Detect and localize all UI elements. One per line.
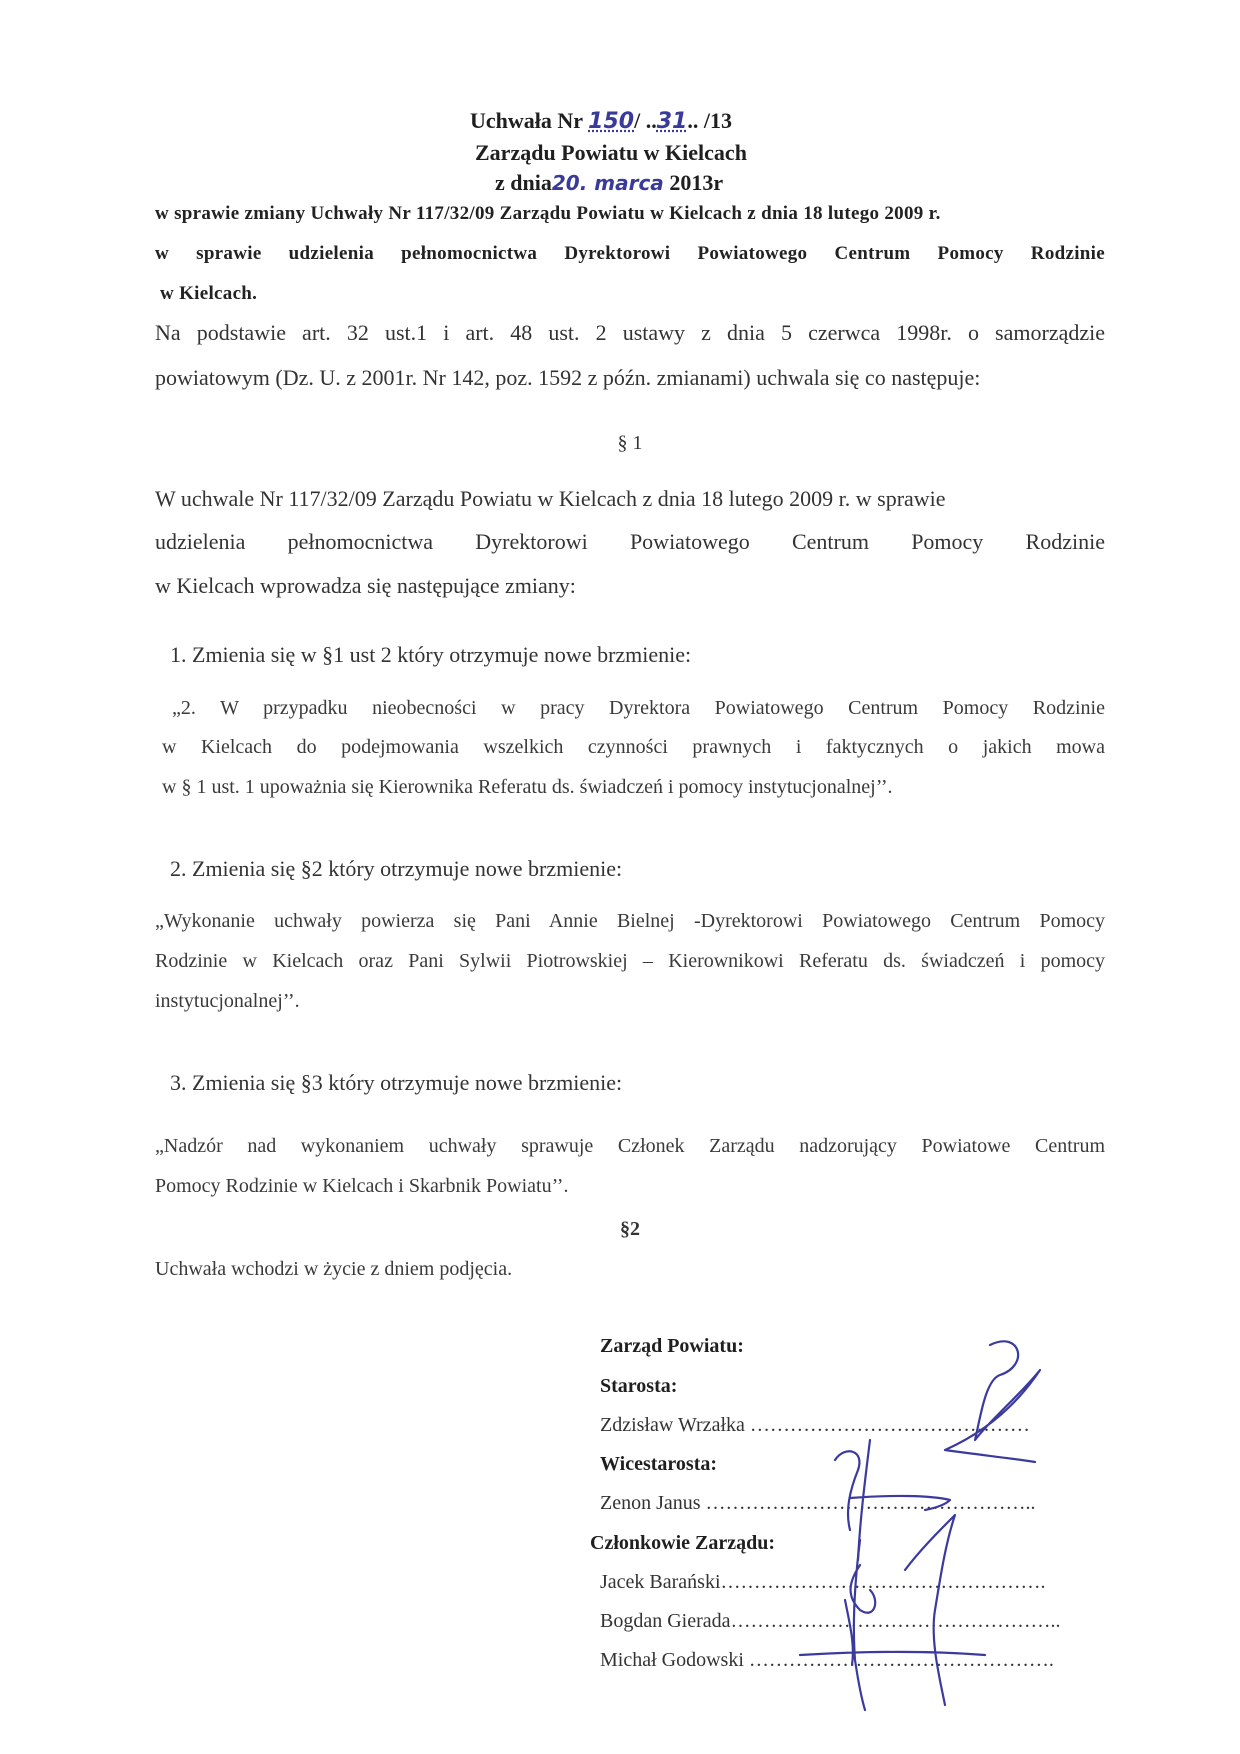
paragraph-1-line-1: W uchwale Nr 117/32/09 Zarządu Powiatu w Kielcach z dnia 18 lutego 2009 r. w sprawie xyxy=(155,486,946,511)
change-item-3: 3. Zmienia się §3 który otrzymuje nowe brzmienie: xyxy=(170,1070,623,1095)
wicestarosta-name: Zenon Janus ………………………………………….. xyxy=(600,1492,1036,1514)
change-2-quote-line-3: instytucjonalnej’’. xyxy=(155,990,300,1012)
handwritten-number: 150 xyxy=(588,109,635,134)
board-title: Zarząd Powiatu: xyxy=(600,1335,744,1357)
change-2-quote-line-2: Rodzinie w Kielcach oraz Pani Sylwii Piotrowskiej – Kierownikowi Referatu ds. świadczeń i pomocy xyxy=(155,950,1105,972)
member-2-name: Bogdan Gierada………………………………………….. xyxy=(600,1610,1061,1632)
paragraph-1-line-2: udzielenia pełnomocnictwa Dyrektorowi Powiatowego Centrum Pomocy Rodzinie xyxy=(155,529,1105,554)
change-2-quote-line-1: „Wykonanie uchwały powierza się Pani Annie Bielnej -Dyrektorowi Powiatowego Centrum Pomocy xyxy=(155,910,1105,932)
date-prefix: z dnia xyxy=(495,170,552,195)
change-1-quote-line-1: „2. W przypadku nieobecności w pracy Dyrektora Powiatowego Centrum Pomocy Rodzinie xyxy=(172,697,1105,719)
change-1-quote-line-2: w Kielcach do podejmowania wszelkich czynności prawnych i faktycznych o jakich mowa xyxy=(162,736,1105,758)
handwritten-session: 31 xyxy=(656,109,688,134)
legal-basis-line-2: powiatowym (Dz. U. z 2001r. Nr 142, poz. 1592 z późn. zmianami) uchwala się co następuje: xyxy=(155,365,981,390)
wicestarosta-title: Wicestarosta: xyxy=(600,1453,718,1475)
paragraph-1-line-3: w Kielcach wprowadza się następujące zmiany: xyxy=(155,573,576,598)
paragraph-2-text: Uchwała wchodzi w życie z dniem podjęcia. xyxy=(155,1258,513,1280)
number-separator: / .. xyxy=(634,108,657,133)
resolution-prefix: Uchwała Nr xyxy=(470,108,583,133)
change-item-1: 1. Zmienia się w §1 ust 2 który otrzymuje nowe brzmienie: xyxy=(170,642,692,667)
member-3-name: Michał Godowski ………………………………………. xyxy=(600,1649,1054,1671)
starosta-signature xyxy=(945,1341,1040,1462)
paragraph-1-heading: § 1 xyxy=(617,432,643,454)
change-item-2: 2. Zmienia się §2 który otrzymuje nowe brzmienie: xyxy=(170,856,623,881)
paragraph-2-heading: §2 xyxy=(620,1218,640,1240)
subject-line-2: w sprawie udzielenia pełnomocnictwa Dyrektorowi Powiatowego Centrum Pomocy Rodzinie xyxy=(155,243,1105,264)
subject-line-1: w sprawie zmiany Uchwały Nr 117/32/09 Zarządu Powiatu w Kielcach z dnia 18 lutego 2009 r. xyxy=(155,203,941,224)
starosta-name: Zdzisław Wrzałka …………………………………… xyxy=(600,1414,1030,1436)
change-3-quote-line-2: Pomocy Rodzinie w Kielcach i Skarbnik Powiatu’’. xyxy=(155,1175,569,1197)
number-suffix: .. /13 xyxy=(687,108,732,133)
change-1-quote-line-3: w § 1 ust. 1 upoważnia się Kierownika Referatu ds. świadczeń i pomocy instytucjonalnej’’. xyxy=(162,776,893,798)
change-3-quote-line-1: „Nadzór nad wykonaniem uchwały sprawuje Członek Zarządu nadzorujący Powiatowe Centrum xyxy=(155,1135,1105,1157)
members-title: Członkowie Zarządu: xyxy=(590,1532,775,1554)
issuing-body: Zarządu Powiatu w Kielcach xyxy=(475,140,747,165)
legal-basis-line-1: Na podstawie art. 32 ust.1 i art. 48 ust. 2 ustawy z dnia 5 czerwca 1998r. o samorządzie xyxy=(155,320,1105,345)
resolution-date-line xyxy=(495,170,723,196)
date-suffix: 2013r xyxy=(669,170,724,195)
subject-line-3: w Kielcach. xyxy=(160,283,258,304)
starosta-title: Starosta: xyxy=(600,1375,678,1397)
resolution-number-line xyxy=(470,108,732,134)
member-1-name: Jacek Barański…………………………………………. xyxy=(600,1571,1046,1593)
handwritten-date: 20. marca xyxy=(551,171,664,195)
